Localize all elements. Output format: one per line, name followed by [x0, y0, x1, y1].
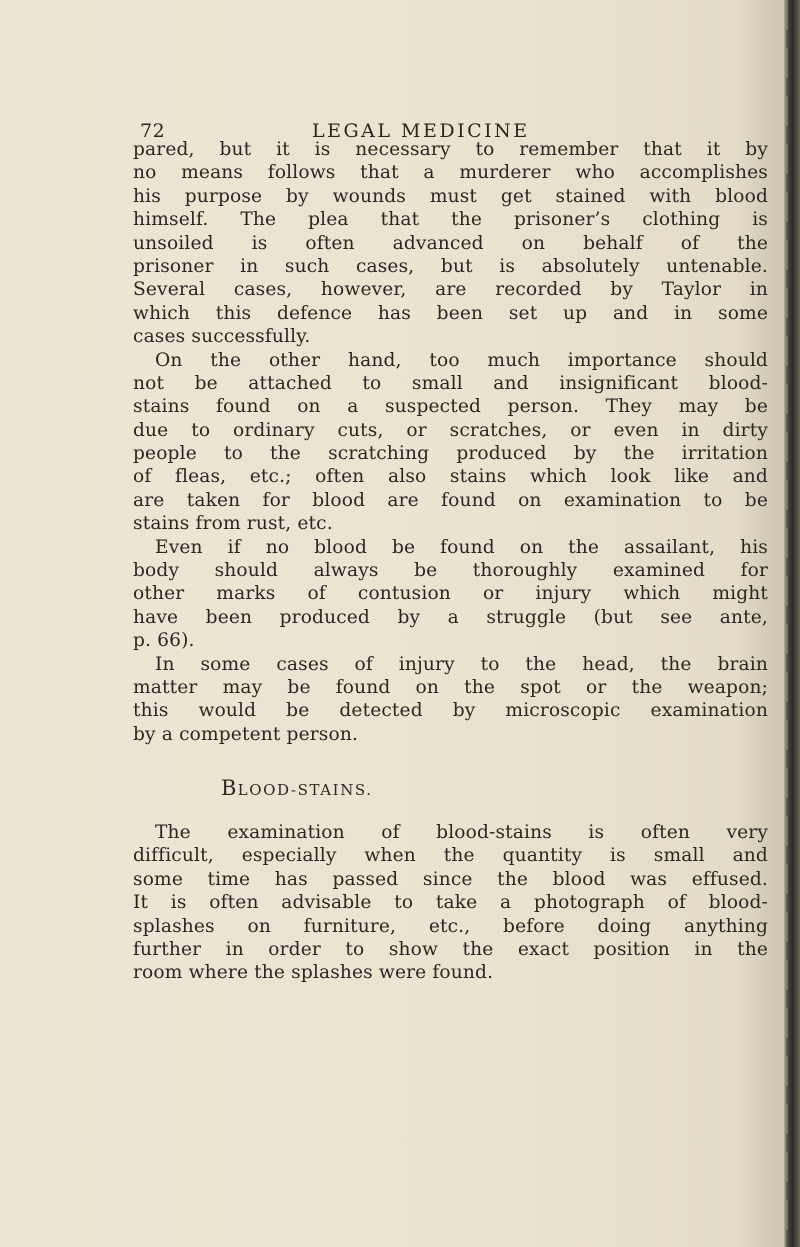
book-page-edge: [784, 0, 800, 1247]
text-line: prisoner in such cases, but is absolutely untenable.: [133, 255, 768, 277]
text-line: not be attached to small and insignificant blood-: [133, 372, 768, 394]
text-line: stains found on a suspected person. They may be: [133, 396, 768, 418]
text-line: due to ordinary cuts, or scratches, or even in dirty: [133, 419, 768, 441]
text-line: pared, but it is necessary to remember that it by: [133, 139, 768, 160]
text-line: his purpose by wounds must get stained with blood: [133, 185, 768, 207]
section-heading-initial: B: [221, 776, 238, 800]
text-line: people to the scratching produced by the irritation: [133, 443, 768, 465]
text-line: splashes on furniture, etc., before doing anything: [133, 915, 768, 937]
text-line: by a competent person.: [133, 723, 359, 745]
body-text: [133, 138, 768, 746]
running-title: LEGAL MEDICINE: [312, 120, 530, 142]
text-line: are taken for blood are found on examination to be: [133, 489, 768, 511]
text-line: no means follows that a murderer who accomplishes: [133, 162, 768, 184]
text-line: further in order to show the exact position in the: [133, 938, 768, 960]
text-line: cases successfully.: [133, 326, 311, 348]
text-line: stains from rust, etc.: [133, 513, 333, 535]
paragraph-start-line: The examination of blood-stains is often very: [155, 822, 768, 843]
section-body-text: [133, 821, 768, 985]
section-heading: [221, 776, 373, 800]
text-line: himself. The plea that the prisoner’s clothing is: [133, 209, 768, 231]
text-line: room where the splashes were found.: [133, 962, 494, 984]
text-line: difficult, especially when the quantity is small and: [133, 845, 768, 867]
paragraph-start-line: Even if no blood be found on the assailant, his: [155, 536, 768, 558]
text-line: matter may be found on the spot or the weapon;: [133, 676, 768, 698]
text-line: Several cases, however, are recorded by Taylor in: [133, 279, 768, 301]
text-line: other marks of contusion or injury which might: [133, 583, 768, 605]
text-line: of fleas, etc.; often also stains which look like and: [133, 466, 768, 488]
paragraph-start-line: In some cases of injury to the head, the brain: [155, 653, 768, 675]
text-line: which this defence has been set up and in some: [133, 302, 768, 324]
text-line: p. 66).: [133, 630, 195, 652]
text-line: this would be detected by microscopic examination: [133, 700, 768, 722]
paragraph-start-line: On the other hand, too much importance should: [155, 349, 768, 371]
text-line: unsoiled is often advanced on behalf of the: [133, 232, 768, 254]
text-line: have been produced by a struggle (but see ante,: [133, 606, 768, 628]
text-line: It is often advisable to take a photograph of blood-: [133, 892, 768, 914]
text-line: body should always be thoroughly examined for: [133, 560, 768, 582]
text-line: some time has passed since the blood was effused.: [133, 868, 768, 890]
page-number: 72: [140, 120, 166, 142]
section-heading-rest: LOOD-STAINS.: [237, 781, 373, 799]
